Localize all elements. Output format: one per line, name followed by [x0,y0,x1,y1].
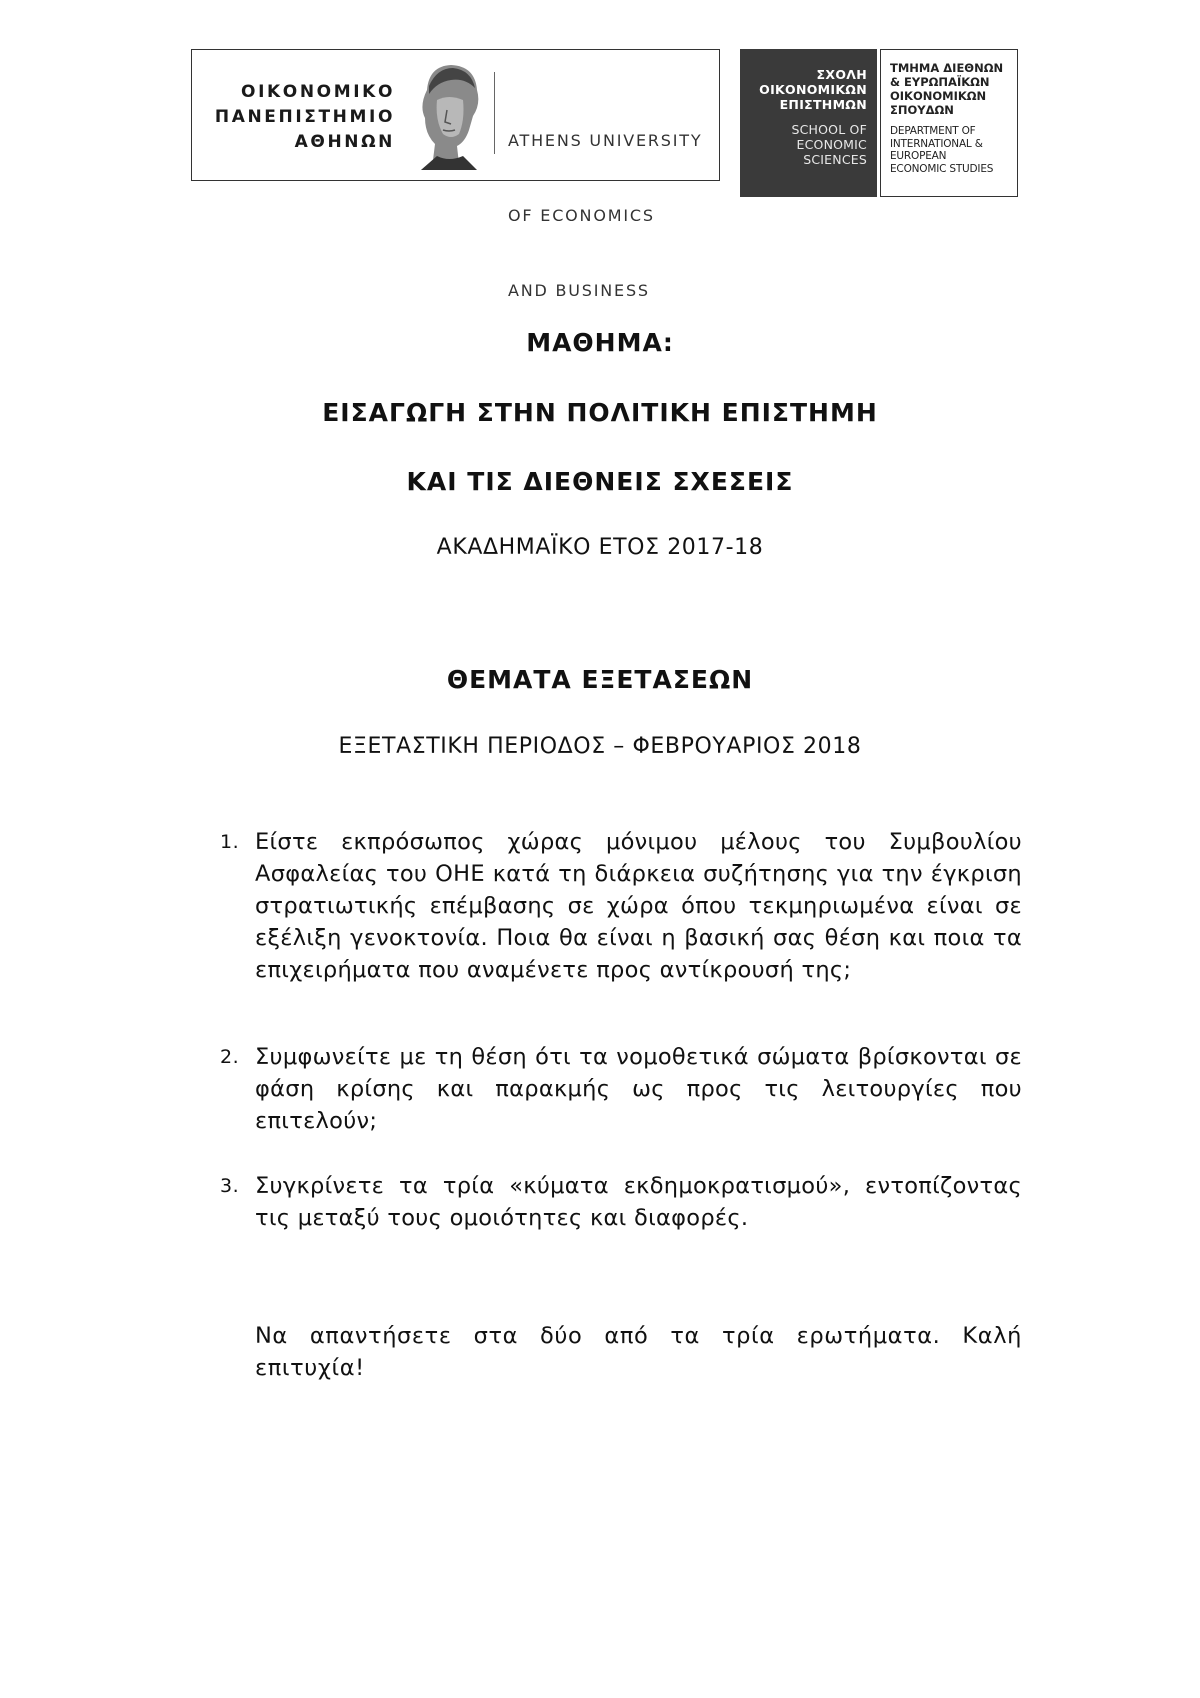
department-greek-name: ΤΜΗΜΑ ΔΙΕΘΝΩΝ & ΕΥΡΩΠΑΪΚΩΝ ΟΙΚΟΝΟΜΙΚΩΝ ΣΠΟΥΔΩΝ [890,61,1004,117]
question-number: 1. [220,831,240,853]
closing-instruction: Να απαντήσετε στα δύο από τα τρία ερωτήματα. Καλή επιτυχία! [255,1323,1022,1381]
logo-divider [494,72,495,154]
department-english-name: DEPARTMENT OF INTERNATIONAL & EUROPEAN ECONOMIC STUDIES [890,125,994,175]
university-english-name: ATHENS UNIVERSITY OF ECONOMICS AND BUSINESS [508,131,703,300]
question-number: 2. [220,1046,240,1068]
course-title-line2: ΚΑΙ ΤΙΣ ΔΙΕΘΝΕΙΣ ΣΧΕΣΕΙΣ [406,467,794,496]
course-label: ΜΑΘΗΜΑ: [526,328,674,357]
question-number: 3. [220,1175,240,1197]
department-logo [880,49,1018,197]
academic-year: ΑΚΑΔΗΜΑΪΚΟ ΕΤΟΣ 2017-18 [436,535,764,560]
school-greek-name: ΣΧΟΛΗ ΟΙΚΟΝΟΜΙΚΩΝ ΕΠΙΣΤΗΜΩΝ [759,67,867,112]
question-text: Είστε εκπρόσωπος χώρας μόνιμου μέλους του Συμβουλίου Ασφαλείας του ΟΗΕ κατά τη διάρκεια συζήτησης για την έγκριση στρατιωτικής επέμβασης σε χώρα όπου τεκμηριωμένα είναι σε εξέλιξη γενοκτονία. Ποια θα είναι η βασική σας θέση και ποια τα επιχειρήματα που αναμένετε προς αντίκρουσή της; [255,829,1022,983]
question-text: Συμφωνείτε με τη θέση ότι τα νομοθετικά σώματα βρίσκονται σε φάση κρίσης και παρακμής ως προς τις λειτουργίες που επιτελούν; [255,1044,1022,1134]
course-title-line1: ΕΙΣΑΓΩΓΗ ΣΤΗΝ ΠΟΛΙΤΙΚΗ ΕΠΙΣΤΗΜΗ [322,398,878,427]
exam-heading: ΘΕΜΑΤΑ ΕΞΕΤΑΣΕΩΝ [446,665,754,694]
exam-period: ΕΞΕΤΑΣΤΙΚΗ ΠΕΡΙΟΔΟΣ – ΦΕΒΡΟΥΑΡΙΟΣ 2018 [338,734,862,759]
school-logo [740,49,877,197]
school-english-name: SCHOOL OF ECONOMIC SCIENCES [791,122,867,167]
aueb-logo [191,49,720,300]
hermes-head-icon [407,60,491,172]
question-text: Συγκρίνετε τα τρία «κύματα εκδημοκρατισμού», εντοπίζοντας τις μεταξύ τους ομοιότητες και διαφορές. [255,1173,1022,1231]
university-greek-name: ΟΙΚΟΝΟΜΙΚΟ ΠΑΝΕΠΙΣΤΗΜΙΟ ΑΘΗΝΩΝ [214,82,395,152]
